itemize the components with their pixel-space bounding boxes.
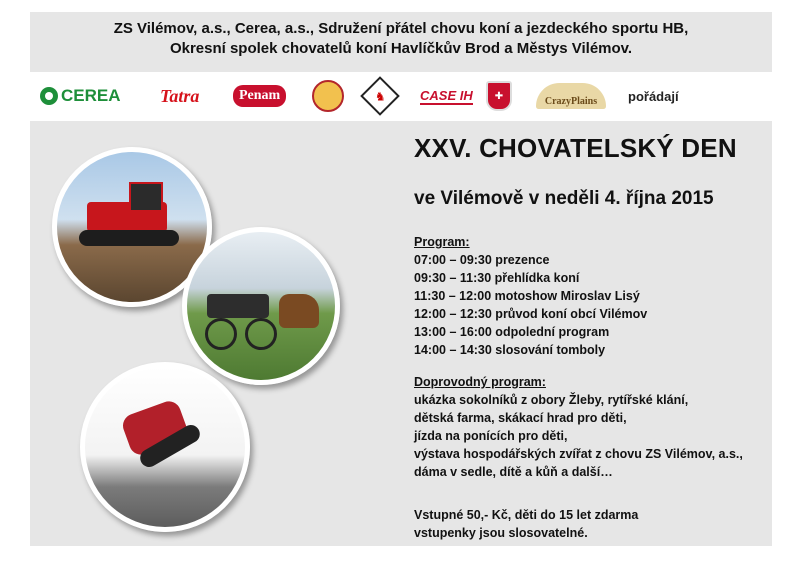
accompanying-item: dětská farma, skákací hrad pro děti,	[414, 411, 627, 425]
tractor-cab	[129, 182, 163, 212]
accompanying-item: jízda na ponících pro děti,	[414, 429, 568, 443]
admission-section	[414, 506, 638, 542]
program-heading: Program:	[414, 235, 470, 249]
badge-icon	[312, 80, 344, 112]
cerea-mark-icon	[40, 87, 58, 105]
organizers-line-1: ZS Vilémov, a.s., Cerea, a.s., Sdružení přátel chovu koní a jezdeckého sportu HB,	[113, 20, 689, 37]
cerea-logo: CEREA	[40, 78, 121, 114]
program-item: 12:00 – 12:30 průvod koní obcí Vilémov	[414, 307, 648, 321]
accompanying-item: ukázka sokolníků z obory Žleby, rytířské klání,	[414, 393, 689, 407]
program-item: 14:00 – 14:30 slosování tomboly	[414, 343, 606, 357]
shield-icon: ✚	[486, 81, 512, 111]
organizers-text	[30, 19, 772, 59]
program-section	[414, 233, 647, 359]
carriage-wheel	[245, 318, 277, 350]
horse-carriage-photo	[182, 227, 340, 385]
accompanying-item: dáma v sedle, dítě a kůň a další…	[414, 465, 613, 479]
ticket-lottery-note: vstupenky jsou slosovatelné.	[414, 526, 588, 540]
event-subtitle: ve Vilémově v neděli 4. října 2015	[414, 188, 714, 209]
crazy-plains-logo: CrazyPlains	[536, 78, 606, 114]
program-item: 07:00 – 09:30 prezence	[414, 253, 550, 267]
accompanying-heading: Doprovodný program:	[414, 375, 546, 389]
carriage	[207, 294, 269, 318]
tractor-track	[79, 230, 179, 246]
organizers-line-2: Okresní spolek chovatelů koní Havlíčkův Brod a Městys Vilémov.	[169, 40, 633, 57]
horse-club-logo	[366, 78, 394, 114]
vilemov-coat-of-arms	[486, 78, 512, 114]
admission-fee: Vstupné 50,- Kč, děti do 15 let zdarma	[414, 508, 639, 522]
motocross-photo	[80, 362, 250, 532]
tatra-logo: Tatra	[160, 85, 200, 106]
carriage-wheel	[205, 318, 237, 350]
dairy-badge-logo	[312, 78, 344, 114]
accompanying-section	[414, 373, 743, 481]
accompanying-item: výstava hospodářských zvířat z chovu ZS Vilémov, a.s.,	[414, 447, 743, 461]
sponsor-logos-row	[30, 78, 772, 116]
program-item: 11:30 – 12:00 motoshow Miroslav Lisý	[414, 289, 640, 303]
program-item: 13:00 – 16:00 odpolední program	[414, 325, 610, 339]
event-title: XXV. CHOVATELSKÝ DEN	[414, 133, 737, 163]
rider-icon: ♞	[360, 76, 400, 116]
penam-logo: Penam	[233, 78, 286, 114]
horse	[279, 294, 319, 328]
organize-label: pořádají	[628, 88, 679, 104]
program-item: 09:30 – 11:30 přehlídka koní	[414, 271, 580, 285]
case-ih-logo: CASE IH	[420, 87, 473, 103]
